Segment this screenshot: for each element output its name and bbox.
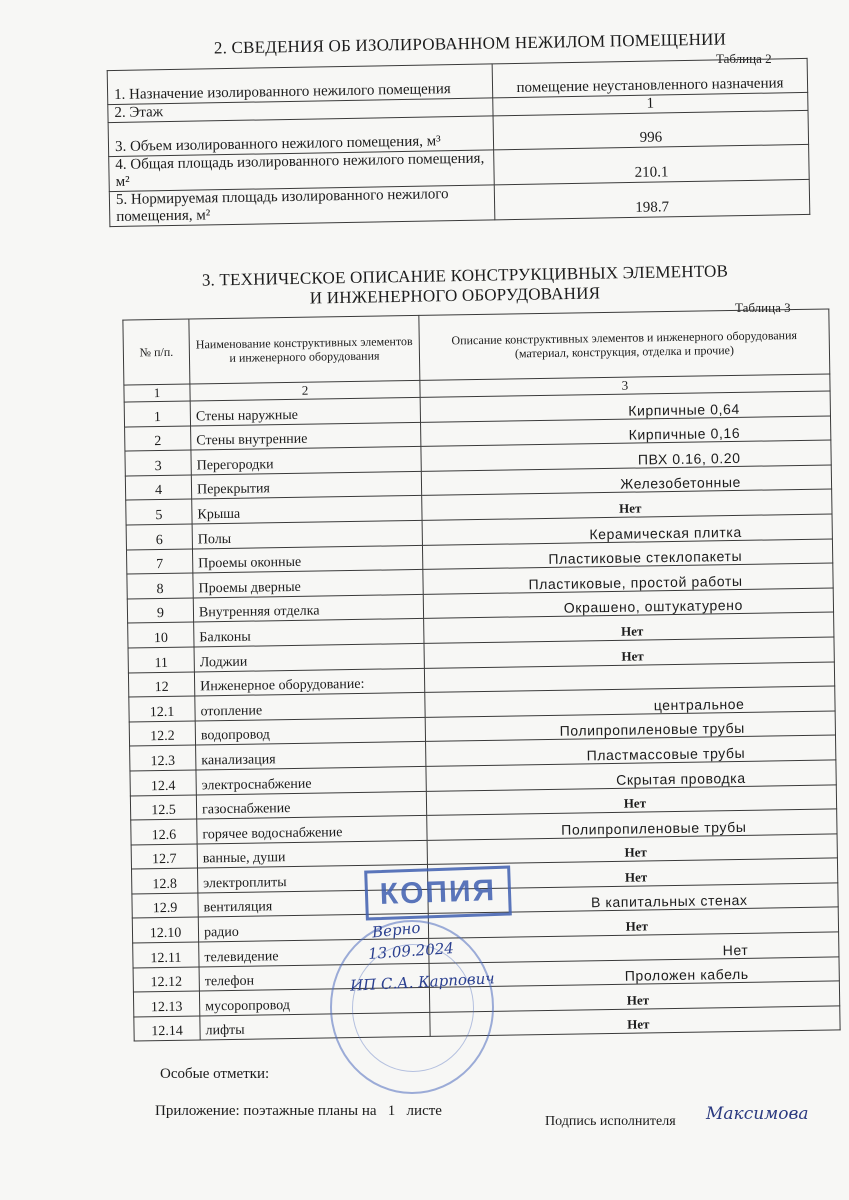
section2-title: 2. СВЕДЕНИЯ ОБ ИЗОЛИРОВАННОМ НЕЖИЛОМ ПОМЕЩЕНИИ (213, 29, 727, 58)
row-number: 12.13 (133, 991, 199, 1017)
row-number: 2 (125, 426, 191, 452)
header-num: № п/п. (123, 319, 190, 385)
section3-title-line1: 3. ТЕХНИЧЕСКОЕ ОПИСАНИЕ КОНСТРУКЦИВНЫХ ЭЛЕМЕНТОВ (201, 261, 729, 290)
row-description: Проложен кабель (429, 957, 839, 988)
section3-title-line2: И ИНЖЕНЕРНОГО ОБОРУДОВАНИЯ (309, 283, 601, 308)
table2-label: Таблица 2 (716, 51, 772, 66)
row-number: 10 (128, 622, 194, 648)
row-description: Нет (428, 907, 838, 938)
row-description: Окрашено, оштукатурено (423, 588, 833, 619)
row-number: 4 (125, 475, 191, 501)
row-number: 12.12 (133, 967, 199, 993)
row-element-name: вентиляция (198, 889, 428, 917)
header-desc-line2: (материал, конструкция, отделка и прочие) (514, 342, 735, 361)
row-number: 12.2 (129, 721, 195, 747)
row-number: 7 (126, 549, 192, 575)
row-element-name: Полы (192, 520, 422, 548)
row-description: Керамическая плитка (422, 514, 832, 545)
row-element-name: Балконы (194, 619, 424, 647)
table3-header (123, 309, 830, 385)
row-description: Нет (430, 1006, 840, 1037)
row-element-name: телевидение (199, 938, 429, 966)
table2-value-cell: 996 (493, 110, 809, 149)
table3-label: Таблица 3 (735, 300, 791, 315)
special-notes-label: Особые отметки: (160, 1066, 270, 1082)
executor-signature: Максимова (706, 1104, 809, 1124)
row-element-name: электроснабжение (196, 766, 426, 794)
row-element-name: горячее водоснабжение (197, 815, 427, 843)
row-description: Нет (426, 784, 836, 815)
table2 (107, 58, 811, 227)
row-element-name: мусоропровод (199, 988, 429, 1016)
col-number-3: 3 (420, 374, 830, 397)
row-element-name: радио (198, 914, 428, 942)
row-number: 1 (124, 401, 190, 427)
row-number: 6 (126, 524, 192, 550)
row-element-name: лифты (200, 1012, 430, 1040)
row-element-name: Перекрытия (191, 471, 421, 499)
row-element-name: Инженерное оборудование: (194, 668, 424, 696)
row-description: В капитальных стенах (428, 883, 838, 914)
table2-value-cell: 210.1 (494, 144, 810, 184)
row-description: Скрытая проводка (426, 760, 836, 791)
table2-label-cell: 1. Назначение изолированного нежилого помещения (107, 64, 493, 105)
row-description: Нет (429, 981, 839, 1012)
row-element-name: газоснабжение (196, 791, 426, 819)
row-description: Пластмассовые трубы (426, 735, 836, 766)
row-description: Нет (422, 489, 832, 520)
row-description: Нет (429, 932, 839, 963)
row-number: 9 (127, 598, 193, 624)
table2-label-cell: 5. Нормируемая площадь изолированного нежилого помещения, м² (109, 185, 495, 227)
table2-value-cell: 1 (493, 92, 808, 115)
row-number: 11 (128, 647, 194, 673)
row-element-name: Внутренняя отделка (193, 594, 423, 622)
row-number: 12.5 (130, 794, 196, 820)
row-description: Нет (427, 834, 837, 865)
row-description: Пластиковые стеклопакеты (422, 539, 832, 570)
row-description: ПВХ 0.16, 0.20 (421, 440, 831, 471)
signature-label: Подпись исполнителя (545, 1114, 676, 1129)
row-description: Железобетонные (421, 465, 831, 496)
row-element-name: канализация (196, 742, 426, 770)
row-description: Кирпичные 0,16 (421, 416, 831, 447)
col-number-2: 2 (190, 380, 420, 401)
row-description: Пластиковые, простой работы (423, 563, 833, 594)
row-element-name: Перегородки (191, 447, 421, 475)
row-number: 12 (128, 672, 194, 698)
row-description: Нет (427, 858, 837, 889)
header-desc-line1: Описание конструктивных элементов и инженерного оборудования (451, 328, 798, 348)
row-element-name: Крыша (192, 496, 422, 524)
row-element-name: ванные, души (197, 840, 427, 868)
row-number: 12.7 (131, 844, 197, 870)
row-element-name: Стены внутренние (191, 422, 421, 450)
row-number: 12.4 (130, 770, 196, 796)
row-number: 3 (125, 450, 191, 476)
table2-label-cell: 3. Объем изолированного нежилого помещения, м³ (108, 116, 494, 157)
row-number: 12.10 (132, 917, 198, 943)
table2-value-cell: помещение неустановленного назначения (492, 58, 808, 97)
copy-stamp: КОПИЯ (364, 865, 512, 920)
row-element-name: Проемы дверные (193, 570, 423, 598)
table2-label-cell: 2. Этаж (108, 98, 493, 123)
row-number: 12.9 (132, 893, 198, 919)
row-number: 12.1 (129, 696, 195, 722)
row-element-name: Проемы оконные (192, 545, 422, 573)
handwritten-date: 13.09.2024 (367, 939, 455, 963)
handwritten-certified: Верно (371, 918, 422, 942)
header-name: Наименование конструктивных элементов и инженерного оборудования (189, 315, 420, 384)
row-number: 12.11 (133, 942, 199, 968)
row-description: Полипропиленовые трубы (425, 711, 835, 742)
row-number: 12.8 (132, 868, 198, 894)
appendix-text: Приложение: поэтажные планы на 1 листе (155, 1103, 442, 1119)
table2-label-cell: 4. Общая площадь изолированного нежилого помещения, м² (109, 150, 495, 192)
row-number: 8 (127, 573, 193, 599)
row-description: Нет (424, 612, 834, 643)
row-description: Нет (424, 637, 834, 668)
table2-value-cell: 198.7 (494, 179, 810, 219)
row-description: центральное (425, 686, 835, 717)
handwritten-name: ИП С.А. Карпович (349, 969, 496, 995)
row-description: Полипропиленовые трубы (427, 809, 837, 840)
row-number: 12.14 (134, 1016, 200, 1042)
row-number: 12.6 (131, 819, 197, 845)
table3 (122, 308, 840, 1041)
row-description: Кирпичные 0,64 (420, 391, 830, 422)
row-element-name: Стены наружные (190, 397, 420, 425)
header-desc (419, 309, 830, 380)
col-number-1: 1 (124, 384, 190, 402)
row-element-name: Лоджии (194, 643, 424, 671)
row-number: 5 (126, 499, 192, 525)
row-element-name: отопление (195, 693, 425, 721)
row-element-name: электроплиты (197, 865, 427, 893)
row-element-name: телефон (199, 963, 429, 991)
row-number: 12.3 (130, 745, 196, 771)
row-element-name: водопровод (195, 717, 425, 745)
